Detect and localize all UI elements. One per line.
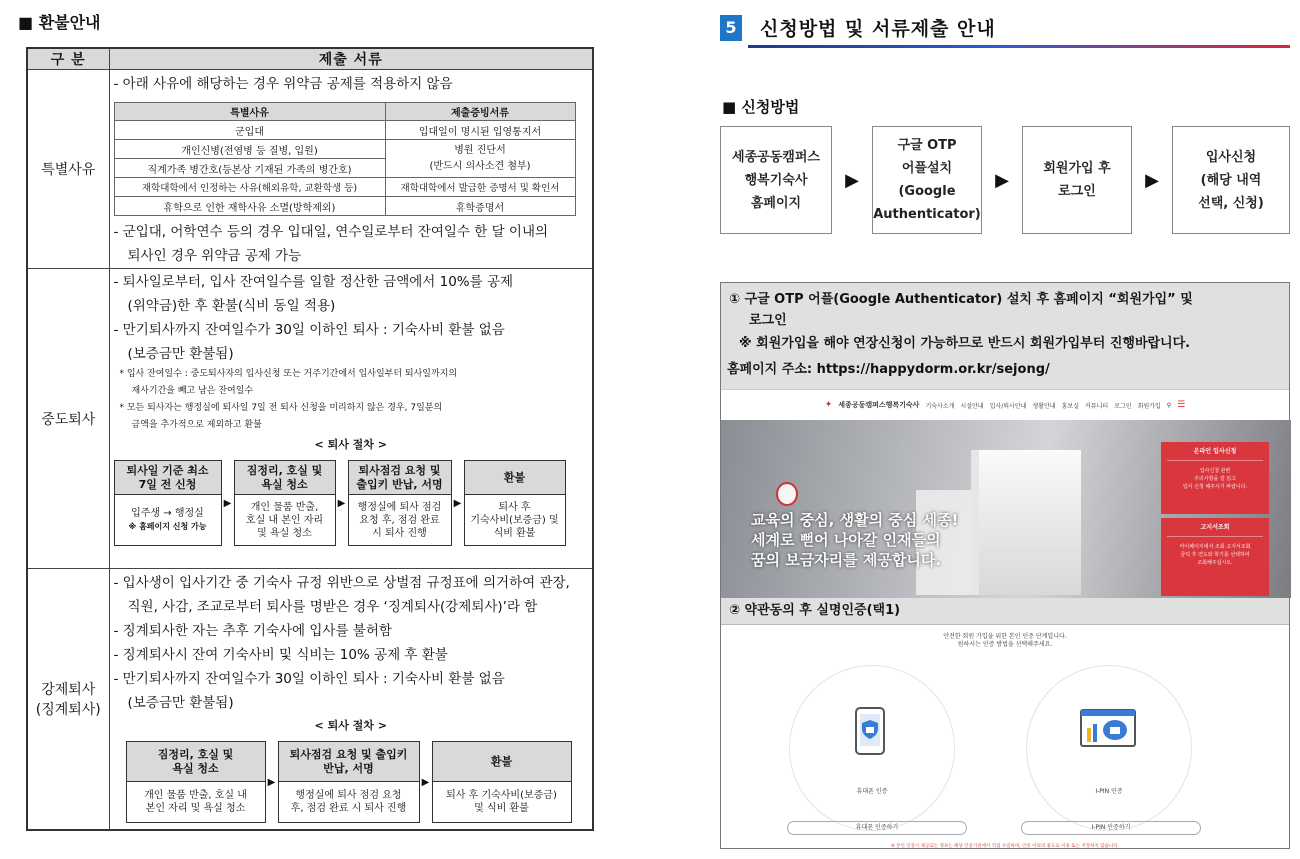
phone-verify-option[interactable] xyxy=(789,665,955,831)
ipin-icon xyxy=(1079,706,1139,752)
step-head-line: 짐정리, 호실 및 xyxy=(246,463,323,477)
phone-verify-label: 휴대폰 인증 xyxy=(856,788,888,795)
homepage-screenshot xyxy=(721,389,1289,597)
step-body-line: 및 욕실 청소 xyxy=(257,527,312,539)
nav-item[interactable]: 입사/퇴사안내 xyxy=(989,402,1027,410)
evidence-cell: 휴학증명서 xyxy=(385,197,575,216)
step-body-line: 시 퇴사 진행 xyxy=(372,527,427,539)
midway-note-3: * 모든 퇴사자는 행정실에 퇴사일 7일 전 퇴사 신청을 미리하지 않은 경우, 7일분의 xyxy=(119,403,443,413)
step-head: 환불 xyxy=(433,742,571,782)
evidence-cell: 재학대학에서 발급한 증명서 및 확인서 xyxy=(385,178,575,197)
step-head-line: 출입키 반납, 서명 xyxy=(356,477,443,491)
step-head-line: 욕실 청소 xyxy=(261,477,308,491)
apply-method-title: ■ 신청방법 xyxy=(722,98,800,116)
category-forced-line: (징계퇴사) xyxy=(35,702,101,718)
special-note-1: - 군입대, 어학연수 등의 경우 입대일, 연수일로부터 잔여일수 한 달 이내의 xyxy=(113,224,549,240)
slogan-line: 꿈의 보금자리를 제공합니다. xyxy=(751,551,942,569)
arrow-icon: ▶ xyxy=(995,169,1009,191)
special-reason-table xyxy=(114,102,576,216)
midway-line-2: (위약금)한 후 환불(식비 동일 적용) xyxy=(127,298,336,314)
forced-step xyxy=(126,741,266,823)
step-body-line: 퇴사 후 xyxy=(498,501,531,513)
hero-slogan xyxy=(751,510,958,570)
nav-item[interactable]: 생활안내 xyxy=(1032,402,1056,410)
step-body-line: 행정실에 퇴사 점검 xyxy=(357,501,442,513)
reason-cell: 군입대 xyxy=(114,121,385,140)
evidence-line: 병원 진단서 xyxy=(454,144,506,156)
step-head-line: 욕실 청소 xyxy=(172,761,219,775)
evidence-line: (반드시 의사소견 첨부) xyxy=(429,160,531,172)
flow-line: 어플설치 xyxy=(901,161,953,176)
flow-step-signup xyxy=(1022,126,1132,234)
signup-notice: ※ 회원가입을 해야 연장신청이 가능하므로 반드시 회원가입부터 진행바랍니다. xyxy=(721,331,1289,357)
step-head-line: 반납, 서명 xyxy=(323,761,374,775)
ipin-verify-button[interactable]: I-PIN 인증하기 xyxy=(1021,821,1201,835)
forced-procedure-title: < 퇴사 절차 > xyxy=(314,719,387,732)
step-head-line: 7일 전 신청 xyxy=(138,477,197,491)
step-2-title: ② 약관동의 후 실명인증(택1) xyxy=(721,597,1289,625)
step-head-line: 퇴사점검 요청 및 xyxy=(358,463,441,477)
building-image xyxy=(971,450,1081,595)
forced-line-5: - 만기퇴사까지 잔여일수가 30일 이하인 퇴사 : 기숙사비 환불 없음 xyxy=(113,671,505,687)
step-body xyxy=(279,782,419,822)
verify-disclaimer: ※ 본인 인증시 제공되는 정보는 해당 인증기관에서 직접 수집하며, 인증 이외의 용도로 이용 또는 저장하지 않습니다. xyxy=(890,844,1120,849)
box-line: 마이페이지에서 조회·고지서조회 xyxy=(1179,544,1251,550)
step-head-line: 퇴사점검 요청 및 출입키 xyxy=(289,747,408,761)
flow-line: 홈페이지 xyxy=(750,195,802,211)
verification-screenshot xyxy=(721,625,1289,849)
step-body xyxy=(433,782,571,822)
step-head-line: 짐정리, 호실 및 xyxy=(157,747,234,761)
phone-verify-button[interactable]: 휴대폰 인증하기 xyxy=(787,821,967,835)
arrow-icon: ▶ xyxy=(337,497,346,509)
step-head xyxy=(235,461,335,495)
evidence-cell xyxy=(385,140,575,178)
refund-table xyxy=(26,47,594,831)
box-line: 조회해주십시오. xyxy=(1197,560,1233,566)
section-number-badge: 5 xyxy=(720,15,742,41)
flow-step-otp xyxy=(872,126,982,234)
mascot-icon xyxy=(776,482,798,506)
slogan-line: 세계로 뻗어 나아갈 인재들의 xyxy=(751,531,941,549)
special-content xyxy=(109,70,593,269)
flow-line: 구글 OTP xyxy=(897,138,957,153)
bill-lookup-title: 고지서조회 xyxy=(1167,518,1263,537)
nav-signup[interactable]: 회원가입 xyxy=(1137,402,1161,410)
arrow-icon: ▶ xyxy=(453,497,462,509)
section-5-title xyxy=(720,14,996,41)
phone-icon xyxy=(850,706,890,756)
midway-note-2: 재사기간을 빼고 남은 잔여일수 xyxy=(131,386,254,396)
forced-step xyxy=(278,741,420,823)
forced-step xyxy=(432,741,572,823)
section-title-text: 신청방법 및 서류제출 안내 xyxy=(760,18,996,40)
flow-step-apply xyxy=(1172,126,1290,234)
nav-item[interactable]: 기숙사소개 xyxy=(925,402,955,410)
flow-line: 선택, 신청) xyxy=(1198,195,1264,211)
step-body xyxy=(465,495,565,545)
reason-cell: 재학대학에서 인정하는 사유(해외유학, 교환학생 등) xyxy=(114,178,385,197)
evidence-header: 제출증빙서류 xyxy=(385,103,575,121)
step-body xyxy=(127,782,265,822)
evidence-cell: 입대일이 명시된 입영통지서 xyxy=(385,121,575,140)
step-head xyxy=(115,461,221,495)
step-body xyxy=(115,495,221,545)
arrow-icon: ▶ xyxy=(421,776,430,788)
box-line: 입사 신청 해주시기 바랍니다. xyxy=(1182,484,1248,490)
step-body-line: 본인 자리 및 욕실 청소 xyxy=(145,803,246,814)
nav-item[interactable]: 시설안내 xyxy=(960,402,984,410)
search-icon[interactable]: ⚲ xyxy=(1166,401,1172,409)
category-forced-line: 강제퇴사 xyxy=(41,682,96,698)
flow-line: (해당 내역 xyxy=(1200,172,1262,188)
step-body-line: 호실 내 본인 자리 xyxy=(245,514,324,526)
step-head xyxy=(127,742,265,782)
col-category-header: 구 분 xyxy=(27,48,109,70)
refund-section-title: ■ 환불안내 xyxy=(18,13,101,32)
box-line: 클릭 후 연도와 학기를 선택하여 xyxy=(1180,552,1250,558)
midway-procedure-title: < 퇴사 절차 > xyxy=(314,438,387,451)
special-intro: - 아래 사유에 해당하는 경우 위약금 공제를 적용하지 않음 xyxy=(113,76,453,92)
step-body-line: 요청 후, 점검 완료 xyxy=(359,514,440,526)
homepage-url: 홈페이지 주소: https://happydorm.or.kr/sejong/ xyxy=(721,357,1289,389)
forced-line-3: - 징계퇴사한 자는 추후 기숙사에 입사를 불허함 xyxy=(113,623,392,639)
flow-line: 행복기숙사 xyxy=(744,172,808,188)
nav-item[interactable]: 홍보실 xyxy=(1061,402,1079,410)
category-midway: 중도퇴사 xyxy=(27,269,109,569)
verify-intro-line: 안전한 회원 가입을 위한 본인 인증 단계입니다. xyxy=(943,633,1067,640)
step-body-line: 입주생 → 행정실 xyxy=(131,508,204,519)
title-underline xyxy=(748,45,1290,48)
step-head: 환불 xyxy=(465,461,565,495)
slogan-line: 교육의 중심, 생활의 중심 세종! xyxy=(751,511,959,529)
arrow-icon: ▶ xyxy=(223,497,232,509)
step-head xyxy=(349,461,451,495)
midway-content xyxy=(109,269,593,569)
midway-procedure xyxy=(114,460,593,546)
reason-header: 특별사유 xyxy=(114,103,385,121)
site-logo-icon: ✦ xyxy=(824,400,833,410)
ipin-verify-option[interactable] xyxy=(1026,665,1192,831)
step-body-line: 개인 물품 반출, 호실 내 xyxy=(144,790,247,801)
col-docs-header: 제출 서류 xyxy=(109,48,593,70)
box-line: 주의사항을 잘 읽고 xyxy=(1194,476,1236,482)
verify-intro-line: 원하시는 인증 방법을 선택해주세요. xyxy=(957,641,1053,648)
bill-lookup-box[interactable] xyxy=(1161,518,1269,596)
guide-panel xyxy=(720,282,1290,849)
ipin-verify-label: I-PIN 인증 xyxy=(1095,788,1123,795)
step-body-line: 기숙사비(보증금) 및 xyxy=(470,514,559,526)
category-special: 특별사유 xyxy=(27,70,109,269)
site-logo: 세종공동캠퍼스행복기숙사 xyxy=(838,401,920,409)
flow-line: Authenticator) xyxy=(873,207,981,222)
step-1-line-b: 로그인 xyxy=(721,311,1289,331)
midway-line-1: - 퇴사일로부터, 입사 잔여일수를 일할 정산한 금액에서 10%를 공제 xyxy=(113,274,514,290)
special-note-2: 퇴사인 경우 위약금 공제 가능 xyxy=(127,248,302,264)
nav-login[interactable]: 로그인 xyxy=(1114,402,1132,410)
online-apply-title: 온라인 입사신청 xyxy=(1167,442,1263,461)
hero-banner xyxy=(721,420,1291,598)
midway-step xyxy=(464,460,566,546)
forced-line-2: 직원, 사감, 조교로부터 퇴사를 명받은 경우 ‘징계퇴사(강제퇴사)’라 함 xyxy=(127,599,538,615)
step-body-line: 퇴사 후 기숙사비(보증금) xyxy=(446,790,557,801)
forced-line-6: (보증금만 환불됨) xyxy=(127,695,234,711)
step-body-line: 후, 점검 완료 시 퇴사 진행 xyxy=(290,803,407,814)
step-body xyxy=(235,495,335,545)
midway-step xyxy=(234,460,336,546)
midway-line-3: - 만기퇴사까지 잔여일수가 30일 이하인 퇴사 : 기숙사비 환불 없음 xyxy=(113,322,505,338)
arrow-icon: ▶ xyxy=(1145,169,1159,191)
flow-line: 입사신청 xyxy=(1205,149,1257,165)
step-1-line-a: ① 구글 OTP 어플(Google Authenticator) 설치 후 홈페이지 “회원가입” 및 xyxy=(721,283,1289,311)
menu-icon[interactable]: ☰ xyxy=(1177,400,1186,410)
site-nav xyxy=(721,390,1289,420)
step-body-line: 식비 환불 xyxy=(493,527,536,539)
flow-line: 세종공동캠퍼스 xyxy=(732,149,820,165)
reason-cell: 직계가족 병간호(등본상 기재된 가족의 병간호) xyxy=(114,159,385,178)
arrow-icon: ▶ xyxy=(845,169,859,191)
flow-line: (Google xyxy=(898,184,956,199)
forced-content xyxy=(109,569,593,831)
step-head-line: 퇴사일 기준 최소 xyxy=(126,463,209,477)
midway-note-1: * 입사 잔여일수 : 중도퇴사자의 입사신청 또는 거주기간에서 입사일부터 퇴사일까지의 xyxy=(119,369,458,379)
apply-flow xyxy=(720,126,1290,234)
reason-cell: 휴학으로 인한 재학사유 소멸(방학제외) xyxy=(114,197,385,216)
flow-line: 로그인 xyxy=(1058,184,1096,199)
step-body-line: 개인 물품 반출, xyxy=(250,501,319,513)
step-body xyxy=(349,495,451,545)
step-head xyxy=(279,742,419,782)
flow-step-homepage xyxy=(720,126,832,234)
category-forced xyxy=(27,569,109,831)
step-body-line: 및 식비 환불 xyxy=(474,803,529,814)
forced-line-4: - 징계퇴사시 잔여 기숙사비 및 식비는 10% 공제 후 환불 xyxy=(113,647,448,663)
midway-note-4: 금액을 추가적으로 제외하고 환불 xyxy=(131,420,262,430)
step-body-line: ※ 홈페이지 신청 가능 xyxy=(128,522,207,531)
online-apply-box[interactable] xyxy=(1161,442,1269,514)
midway-line-4: (보증금만 환불됨) xyxy=(127,346,234,362)
step-body-line: 행정실에 퇴사 점검 요청 xyxy=(295,790,402,801)
nav-item[interactable]: 커뮤니티 xyxy=(1085,402,1109,410)
forced-line-1: - 입사생이 입사기간 중 기숙사 규정 위반으로 상벌점 규정표에 의거하여 관장, xyxy=(113,575,570,591)
verify-intro xyxy=(721,625,1289,649)
midway-step xyxy=(348,460,452,546)
flow-line: 회원가입 후 xyxy=(1043,161,1111,176)
midway-step xyxy=(114,460,222,546)
forced-procedure xyxy=(126,741,593,823)
arrow-icon: ▶ xyxy=(267,776,276,788)
box-line: 입사신청 관련 xyxy=(1199,468,1231,474)
reason-cell: 개인신병(전염병 등 질병, 입원) xyxy=(114,140,385,159)
